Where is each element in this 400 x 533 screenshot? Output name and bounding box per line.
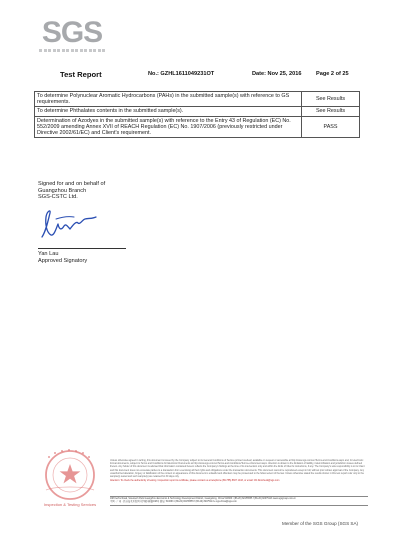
seal-caption: Inspection & Testing Services bbox=[43, 502, 97, 507]
authenticity-notice: Attention: To check the authenticity of testing / inspection report & certificate, please contact us at telephone (86-755) 8307 1443, or email: CN.Doccheck@sgs.com bbox=[110, 479, 280, 483]
report-date: Date: Nov 25, 2016 bbox=[252, 71, 302, 77]
table-row bbox=[35, 92, 360, 107]
signoff-block bbox=[38, 181, 105, 201]
address-bar bbox=[110, 496, 368, 506]
table-row bbox=[35, 107, 360, 116]
test-description: To determine Phthalates contents in the submitted sample(s). bbox=[35, 107, 302, 116]
report-title: Test Report bbox=[60, 70, 102, 79]
signer-block bbox=[38, 251, 87, 264]
logo-dot-bar bbox=[39, 49, 105, 52]
address-chinese: 中国 · 广州 · 经济技术开发区科学城科珠路198号 邮编: 510663 t (86-20) 82155555 f (86-20) 82075113 e sgs.china@sgs.com bbox=[110, 501, 237, 504]
signer-name: Yan Lau bbox=[38, 251, 59, 257]
page-number: Page 2 of 25 bbox=[316, 71, 349, 77]
signoff-company: SGS-CSTC Ltd. bbox=[38, 194, 78, 201]
sgs-logo-text: SGS bbox=[41, 16, 103, 49]
company-seal bbox=[30, 446, 110, 512]
results-table bbox=[34, 91, 360, 138]
report-header bbox=[0, 70, 400, 82]
test-result: See Results bbox=[302, 107, 360, 116]
handwritten-signature bbox=[38, 207, 108, 241]
legal-disclaimer bbox=[110, 459, 368, 482]
sgs-logo bbox=[36, 18, 108, 58]
group-membership: Member of the SGS Group (SGS SA) bbox=[282, 521, 359, 526]
signoff-line: Signed for and on behalf of bbox=[38, 181, 106, 187]
address-english: 198 Kezhu Road, Scientech Park Guangzhou Economic & Technology Development District, Guangdong, China 510663 t (86-20) 82155555 f (86-20) 82075113 www.sgsgroup.com.cn bbox=[110, 498, 296, 500]
table-row bbox=[35, 116, 360, 138]
disclaimer-text: Unless otherwise agreed in writing, this document is issued by the Company subject to its General Conditions of Service printed overleaf, available on request or accessible at http://www.sgs.com/en/Terms-and-Conditions.aspx and, for electronic format documents, subject to Terms and Conditions for Electronic Documents at http://www.sgs.com/en/Terms-and-Conditions/Terms-e-Document.aspx. Attention is drawn to the limitation of liability, indemnification and jurisdiction issues defined therein. Any holder of this document is advised that information contained hereon reflects the Company's findings at the time of its intervention only and within the limits of Client's instructions, if any. The Company's sole responsibility is to its Client and this document does not exonerate parties to a transaction from exercising all their rights and obligations under the transaction documents. This document cannot be reproduced except in full, without prior written approval of the Company. Any unauthorized alteration, forgery or falsification of the content or appearance of this document is unlawful and offenders may be prosecuted to the fullest extent of the law. Unless otherwise stated the results shown in this test report refer only to the sample(s) tested and such sample(s) are retained for 30 days only. bbox=[110, 459, 365, 479]
test-description: To determine Polynuclear Aromatic Hydrocarbons (PAHs) in the submitted sample(s) with reference to GS requirements. bbox=[35, 92, 302, 107]
report-number: No.: GZHL1611049231OT bbox=[148, 71, 215, 77]
signature-line bbox=[38, 248, 126, 249]
signer-title: Approved Signatory bbox=[38, 257, 88, 264]
test-description: Determination of Azodyes in the submitted sample(s) with reference to the Entry 43 of Regulation (EC) No. 552/2009 amending Annex XVII of REACH Regulation (EC) No. 1907/2006 (previously restricted under Directive 2002/61/EC) and Client's requirement. bbox=[35, 116, 302, 138]
test-result: PASS bbox=[302, 116, 360, 138]
test-result: See Results bbox=[302, 92, 360, 107]
signoff-branch: Guangzhou Branch bbox=[38, 187, 87, 194]
